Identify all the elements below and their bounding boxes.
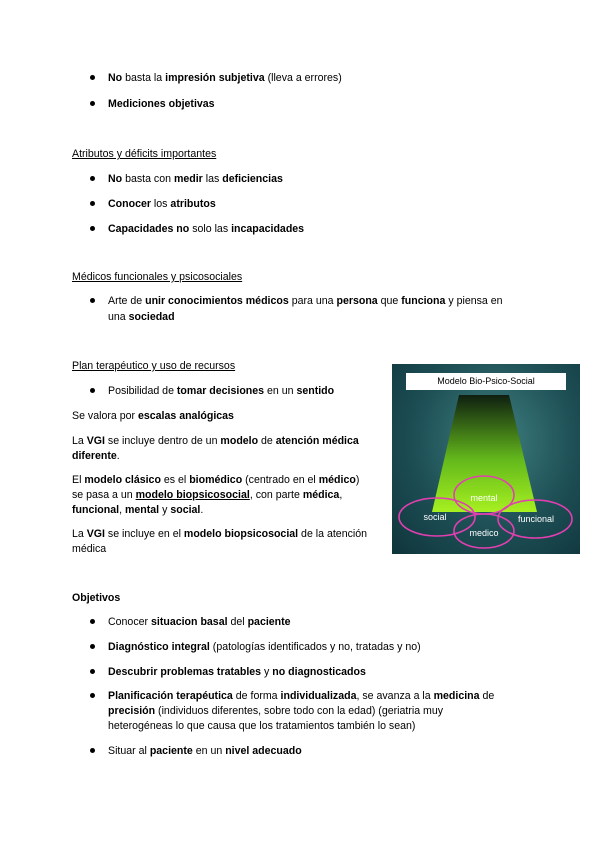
text-span: es el: [160, 474, 190, 486]
text-span: de forma: [232, 690, 281, 702]
section-heading: Médicos funcionales y psicosociales: [72, 271, 243, 283]
text-span: (patologías identificados y no, tratadas y no): [209, 641, 421, 653]
text-span: Capacidades no: [108, 223, 190, 235]
text-span: una: [108, 311, 129, 323]
bullet-dot: [90, 176, 95, 181]
text-span: y piensa en: [445, 295, 503, 307]
text-span: situacion basal: [151, 616, 228, 628]
section-heading: Objetivos: [72, 592, 121, 604]
text-span: y: [261, 666, 273, 678]
figure-title: Modelo Bio-Psico-Social: [406, 373, 566, 390]
text-span: ,: [339, 489, 343, 501]
text-span: Planificación terapéutica: [108, 690, 233, 702]
text-span: tomar decisiones: [176, 385, 265, 397]
bullet-dot: [90, 619, 95, 624]
text-span: Conocer: [108, 198, 151, 210]
text-span: medir: [173, 173, 203, 185]
text-span: se incluye en el: [104, 528, 184, 540]
section-heading: Atributos y déficits importantes: [72, 148, 217, 160]
section-heading: Plan terapéutico y uso de recursos: [72, 360, 236, 372]
text-line: [108, 197, 216, 211]
text-span: incapacidades: [231, 223, 305, 235]
text-span: en un: [192, 745, 226, 757]
text-span: Posibilidad de: [108, 385, 177, 397]
bullet-dot: [90, 748, 95, 753]
text-span: impresión subjetiva: [165, 72, 265, 84]
text-span: medicina: [433, 690, 480, 702]
text-span: atributos: [170, 198, 216, 210]
label-funcional: funcional: [517, 514, 555, 524]
text-span: El: [72, 474, 85, 486]
text-line: [108, 640, 421, 654]
text-span: modelo clásico: [84, 474, 161, 486]
text-span: Descubrir problemas tratables: [108, 666, 262, 678]
text-span: (lleva a errores): [264, 72, 342, 84]
text-span: atención médica: [275, 435, 359, 447]
text-span: funcional: [72, 504, 120, 516]
text-span: modelo: [220, 435, 259, 447]
text-span: , con parte: [249, 489, 303, 501]
text-span: que: [377, 295, 402, 307]
text-span: médica: [302, 489, 340, 501]
text-span: de la atención: [298, 528, 368, 540]
bullet-dot: [90, 298, 95, 303]
text-span: precisión: [108, 705, 156, 717]
text-span: biomédico: [189, 474, 243, 486]
text-span: mental: [124, 504, 160, 516]
text-span: social: [170, 504, 201, 516]
text-line: [108, 97, 215, 111]
text-line: [108, 384, 334, 398]
text-span: basta con: [122, 173, 174, 185]
text-line: [108, 615, 291, 629]
text-span: ): [355, 474, 360, 486]
text-line: [72, 473, 359, 487]
figure-graphic: [392, 364, 580, 554]
text-span: No: [108, 72, 123, 84]
text-span: .: [200, 504, 204, 516]
text-span: paciente: [247, 616, 291, 628]
bullet-dot: [90, 669, 95, 674]
text-span: (individuos diferentes, sobre todo con la edad) (geriatria muy: [155, 705, 444, 717]
text-span: basta la: [122, 72, 166, 84]
text-span: modelo biopsicosocial: [183, 528, 299, 540]
text-span: Diagnóstico integral: [108, 641, 210, 653]
text-span: los: [150, 198, 171, 210]
text-span: sentido: [296, 385, 335, 397]
text-span: en un: [264, 385, 297, 397]
text-span: no diagnosticados: [272, 666, 366, 678]
text-span: las: [202, 173, 223, 185]
text-line: heterogéneas lo que causa que los tratamientos también lo sean): [108, 720, 416, 732]
text-span: de: [479, 690, 495, 702]
text-span: VGI: [86, 528, 105, 540]
text-span: de: [258, 435, 276, 447]
text-span: diferente: [72, 450, 117, 462]
text-span: ,: [119, 504, 125, 516]
label-social: social: [423, 512, 447, 522]
text-line: [72, 434, 359, 448]
text-line: [108, 294, 503, 308]
text-span: , se avanza a la: [356, 690, 434, 702]
text-line: [108, 222, 304, 236]
text-span: del: [227, 616, 248, 628]
text-line: [108, 310, 175, 324]
text-line: [108, 689, 494, 703]
bullet-dot: [90, 693, 95, 698]
text-span: .: [116, 450, 120, 462]
bullet-dot: [90, 644, 95, 649]
text-span: La: [72, 528, 87, 540]
text-span: Situar al: [108, 745, 150, 757]
text-span: sociedad: [128, 311, 175, 323]
bullet-dot: [90, 201, 95, 206]
bullet-dot: [90, 388, 95, 393]
text-span: nivel adecuado: [225, 745, 302, 757]
text-span: solo las: [189, 223, 232, 235]
text-span: Mediciones objetivas: [108, 98, 215, 110]
text-span: escalas analógicas: [137, 410, 234, 422]
text-line: [72, 449, 120, 463]
text-span: y: [159, 504, 171, 516]
text-line: [108, 172, 283, 186]
text-span: modelo biopsicosocial: [135, 489, 250, 501]
text-line: [108, 665, 366, 679]
text-line: [108, 744, 302, 758]
text-line: [108, 704, 443, 718]
text-line: [72, 488, 342, 502]
bio-psico-social-figure: [392, 364, 580, 554]
text-span: deficiencias: [222, 173, 283, 185]
text-span: Se valora por: [72, 410, 138, 422]
text-span: médico: [318, 474, 356, 486]
label-medico: medico: [469, 528, 499, 538]
bullet-dot: [90, 75, 95, 80]
text-line: [72, 503, 203, 517]
text-span: Conocer: [108, 616, 151, 628]
bullet-dot: [90, 226, 95, 231]
bullet-dot: [90, 101, 95, 106]
text-span: No: [108, 173, 123, 185]
text-span: (centrado en el: [242, 474, 319, 486]
text-span: La: [72, 435, 87, 447]
text-line: [108, 71, 342, 85]
text-span: VGI: [86, 435, 105, 447]
text-line: [72, 409, 234, 423]
text-span: para una: [288, 295, 337, 307]
text-span: Arte de: [108, 295, 146, 307]
text-span: paciente: [149, 745, 193, 757]
text-span: unir conocimientos médicos: [145, 295, 289, 307]
text-span: persona: [336, 295, 378, 307]
text-span: se incluye dentro de un: [104, 435, 221, 447]
label-mental: mental: [470, 493, 498, 503]
text-span: se pasa a un: [72, 489, 136, 501]
text-span: individualizada: [280, 690, 357, 702]
text-line: [72, 527, 367, 541]
text-span: funciona: [401, 295, 446, 307]
text-line: médica: [72, 543, 107, 555]
